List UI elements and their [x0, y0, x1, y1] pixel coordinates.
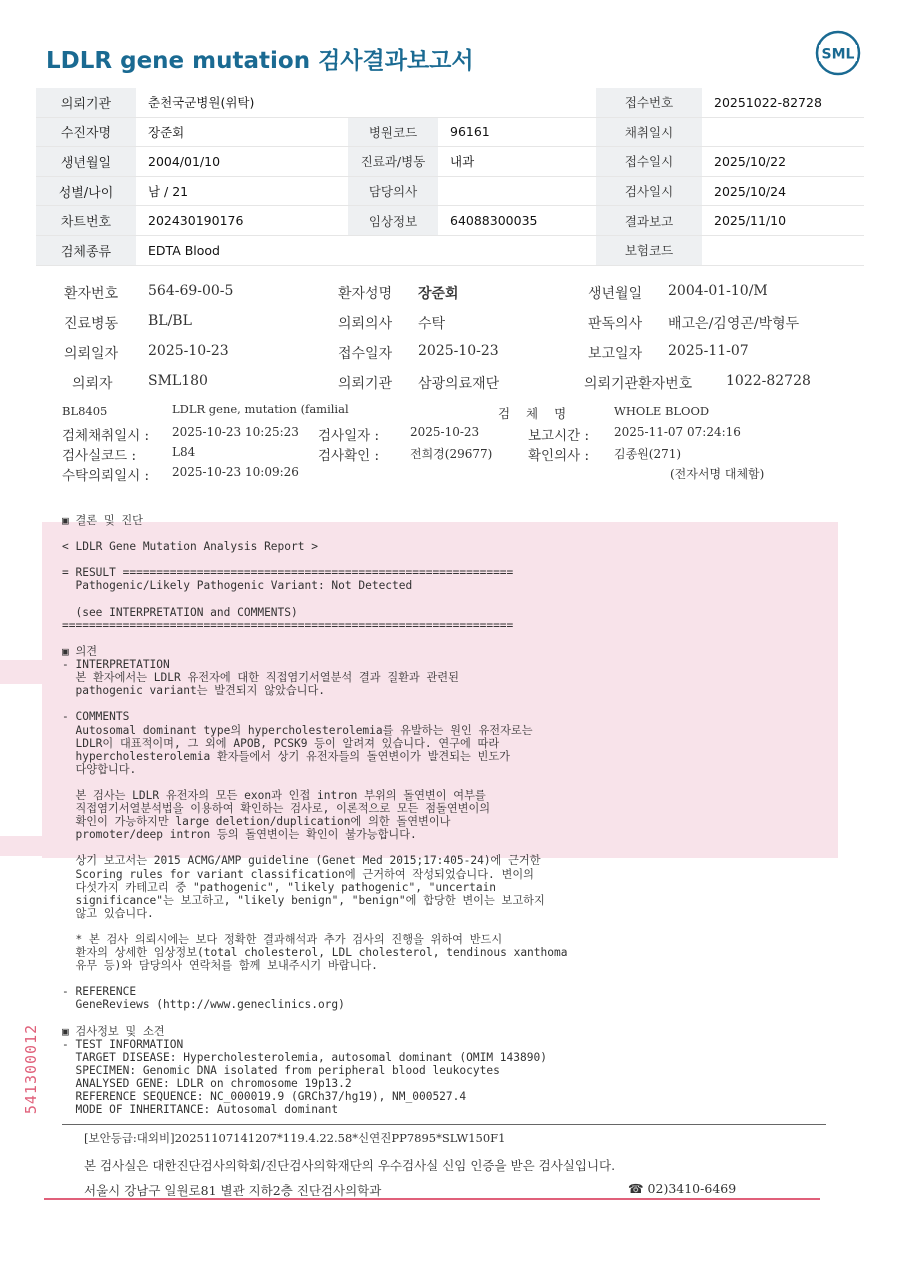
header-table	[36, 88, 864, 266]
header-value: 202430190176	[136, 206, 348, 236]
checker-value: 전희경(29677)	[410, 447, 493, 461]
header-value: 64088300035	[438, 206, 596, 236]
header-value: 내과	[438, 147, 596, 177]
report-body: ▣ 결론 및 진단 < LDLR Gene Mutation Analysis Report > = RESULT ========================================================== Pathogenic/Likely Pathogenic Variant: Not Detected (see INTERPRETATION and COMMENTS) =================================================================== ▣ 의견 - INTERPRETATION 본 환자에서는 LDLR 유전자에 대한 직접염기서열분석 결과 질환과 관련된 pathogenic variant는 발견되지 않았습니다. - COMMENTS Autosomal dominant type의 hypercholesterolemia를 유발하는 원인 유전자로는 LDLR이 대표적이며, 그 외에 APOB, PCSK9 등이 알려져 있습니다. 연구에 따라 hypercholesterolemia 환자들에서 상기 유전자들의 돌연변이가 발견되는 빈도가 다양합니다. 본 검사는 LDLR 유전자의 모든 exon과 인접 intron 부위의 돌연변이 여부를 직접염기서열분석법을 이용하여 확인하는 검사로, 이론적으로 모든 점돌연변이의 확인이 가능하지만 large deletion/duplication에 의한 돌연변이나 promoter/deep intron 등의 돌연변이는 확인이 불가능합니다. 상기 보고서는 2015 ACMG/AMP guideline (Genet Med 2015;17:405-24)에 근거한 Scoring rules for variant classification에 근거하여 작성되었습니다. 변이의 다섯가지 카테고리 중 "pathogenic", "likely pathogenic", "uncertain significance"는 보고하고, "likely benign", "benign"에 합당한 변이는 보고하지 않고 있습니다. * 본 검사 의뢰시에는 보다 정확한 결과해석과 추가 검사의 진행을 위하여 반드시 환자의 상세한 임상정보(total cholesterol, LDL cholesterol, tendinous xanthoma 유무 등)와 담당의사 연락처를 함께 보내주시기 바랍니다. - REFERENCE GeneReviews (http://www.geneclinics.org) ▣ 검사정보 및 소견 - TEST INFORMATION TARGET DISEASE: Hypercholesterolemia, autosomal dominant (OMIM 143890) SPECIMEN: Genomic DNA isolated from peripheral blood leukocytes ANALYSED GENE: LDLR on chromosome 19p13.2 REFERENCE SEQUENCE: NC_000019.9 (GRCh37/hg19), NM_000527.4 MODE OF INHERITANCE: Autosomal dominant	[62, 514, 568, 1117]
header-label: 채취일시	[596, 117, 702, 147]
report-time-label: 보고시간 :	[528, 428, 590, 444]
highlight-tab	[0, 660, 42, 684]
highlight-tab	[0, 836, 42, 856]
specimen-value: WHOLE BLOOD	[614, 404, 710, 418]
test-code: BL8405	[62, 404, 108, 418]
header-value: 장준회	[136, 117, 348, 147]
header-value: 96161	[438, 117, 596, 147]
sml-logo	[815, 30, 861, 76]
requester-value: SML180	[148, 373, 208, 389]
request-date-label: 의뢰일자	[64, 346, 119, 362]
header-label: 담당의사	[348, 176, 438, 206]
header-label: 임상정보	[348, 206, 438, 236]
reader-value: 배고은/김영곤/박형두	[668, 316, 800, 332]
svg-text:SML: SML	[821, 46, 855, 63]
header-value: 남 / 21	[136, 176, 348, 206]
header-label: 보험코드	[596, 235, 702, 265]
inst-patient-no-label: 의뢰기관환자번호	[584, 376, 693, 392]
patient-number-label: 환자번호	[64, 286, 119, 302]
header-label: 접수번호	[596, 88, 702, 117]
footer-divider	[44, 1198, 820, 1200]
header-value	[438, 176, 596, 206]
e-signature-note: (전자서명 대체함)	[670, 467, 765, 481]
header-value: 2025/11/10	[702, 206, 864, 236]
reader-label: 판독의사	[588, 316, 643, 332]
header-value: 춘천국군병원(위탁)	[136, 88, 596, 117]
divider	[62, 1124, 826, 1125]
header-label: 결과보고	[596, 206, 702, 236]
test-date-label: 검사일자 :	[318, 428, 380, 444]
header-label: 의뢰기관	[36, 88, 136, 117]
checker-label: 검사확인 :	[318, 448, 380, 464]
request-time-label: 수탁의뢰일시 :	[62, 468, 150, 484]
dob-label: 생년월일	[588, 286, 643, 302]
security-line: [보안등급:대외비]20251107141207*119.4.22.58*신연진PP7895*SLW150F1	[84, 1131, 506, 1145]
header-value: 2025/10/24	[702, 176, 864, 206]
dob-value: 2004-01-10/M	[668, 283, 768, 299]
lab-code: L84	[172, 445, 196, 459]
header-label: 생년월일	[36, 147, 136, 177]
confirm-doctor-label: 확인의사 :	[528, 448, 590, 464]
header-label: 접수일시	[596, 147, 702, 177]
collection-time: 2025-10-23 10:25:23	[172, 425, 299, 439]
header-label: 병원코드	[348, 117, 438, 147]
header-label: 성별/나이	[36, 176, 136, 206]
header-label: 수진자명	[36, 117, 136, 147]
phone: ☎ 02)3410-6469	[628, 1181, 737, 1196]
report-date-label: 보고일자	[588, 346, 643, 362]
header-value: 2004/01/10	[136, 147, 348, 177]
header-label: 검체종류	[36, 235, 136, 265]
header-label: 진료과/병동	[348, 147, 438, 177]
test-date: 2025-10-23	[410, 425, 480, 439]
header-value: 2025/10/22	[702, 147, 864, 177]
test-name: LDLR gene, mutation (familial	[172, 402, 349, 416]
lab-code-label: 검사실코드 :	[62, 448, 137, 464]
address: 서울시 강남구 일원로81 별관 지하2층 진단검사의학과	[84, 1183, 382, 1198]
inst-patient-no: 1022-82728	[726, 373, 811, 389]
ward-label: 진료병동	[64, 316, 119, 332]
header-label: 검사일시	[596, 176, 702, 206]
collection-time-label: 검체채취일시 :	[62, 428, 150, 444]
certification-note: 본 검사실은 대한진단검사의학회/진단검사의학재단의 우수검사실 신임 인증을 받은 검사실입니다.	[84, 1158, 616, 1173]
receipt-date-label: 접수일자	[338, 346, 393, 362]
request-time: 2025-10-23 10:09:26	[172, 465, 299, 479]
receipt-date: 2025-10-23	[418, 343, 499, 359]
request-date: 2025-10-23	[148, 343, 229, 359]
institution-label: 의뢰기관	[338, 376, 393, 392]
specimen-label: 검 체 명	[498, 406, 573, 421]
side-number: 541300012	[22, 1023, 41, 1115]
patient-number: 564-69-00-5	[148, 283, 234, 299]
header-label: 차트번호	[36, 206, 136, 236]
report-time: 2025-11-07 07:24:16	[614, 425, 741, 439]
requester-label: 의뢰자	[72, 376, 113, 392]
patient-name: 장준회	[418, 286, 459, 302]
report-date: 2025-11-07	[668, 343, 749, 359]
header-value: EDTA Blood	[136, 235, 596, 265]
header-value	[702, 117, 864, 147]
header-value	[702, 235, 864, 265]
confirm-doctor: 김종원(271)	[614, 447, 682, 461]
report-title: LDLR gene mutation 검사결과보고서	[46, 48, 474, 74]
header-value: 20251022-82728	[702, 88, 864, 117]
doctor-value: 수탁	[418, 316, 446, 332]
ward-value: BL/BL	[148, 313, 192, 329]
institution-value: 삼광의료재단	[418, 376, 500, 392]
doctor-label: 의뢰의사	[338, 316, 393, 332]
patient-name-label: 환자성명	[338, 286, 393, 302]
